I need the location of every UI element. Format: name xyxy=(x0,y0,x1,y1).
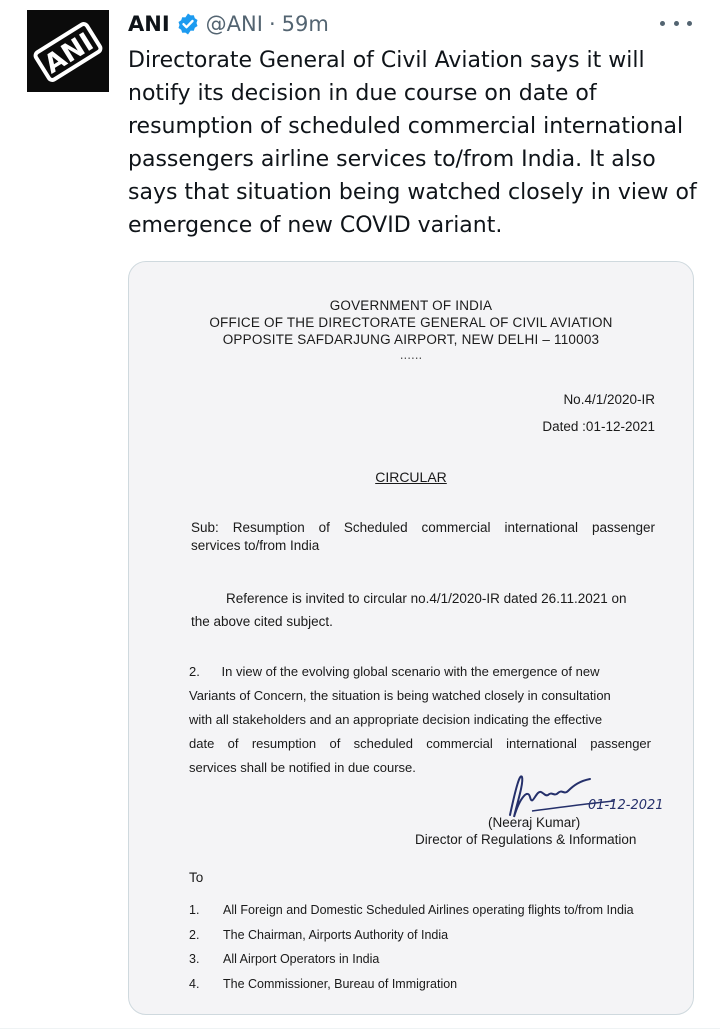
doc-para1-line2: the above cited subject. xyxy=(191,614,333,629)
tweet-text: Directorate General of Civil Aviation says it will notify its decision in due course on date of resumption of scheduled commercial international passengers airline services to/from India. It also says that situation being watched closely in view of emergence of new COVID variant. xyxy=(128,48,697,238)
doc-para2-line1: 2. In view of the evolving global scenario with the emergence of new xyxy=(189,664,600,679)
doc-header-line1: GOVERNMENT OF INDIA xyxy=(329,298,493,313)
author-handle[interactable]: @ANI xyxy=(205,12,263,36)
avatar[interactable] xyxy=(27,10,109,92)
tweet-timestamp[interactable]: 59m xyxy=(281,12,329,36)
ani-logo xyxy=(27,10,109,92)
doc-subject-line2: services to/from India xyxy=(191,538,320,553)
doc-para1-line1: Reference is invited to circular no.4/1/2020-IR dated 26.11.2021 on xyxy=(226,591,627,606)
tweet-media-image[interactable] xyxy=(128,261,694,1015)
recipient-text: All Airport Operators in India xyxy=(223,952,380,966)
signatory-name: (Neeraj Kumar) xyxy=(488,815,581,830)
doc-header-line3: OPPOSITE SAFDARJUNG AIRPORT, NEW DELHI – 110003 xyxy=(222,332,600,347)
doc-ref-no: No.4/1/2020-IR xyxy=(563,392,655,407)
list-item xyxy=(189,972,673,997)
author-name[interactable]: ANI xyxy=(128,12,170,36)
doc-para2-line3: with all stakeholders and an appropriate decision indicating the effective xyxy=(189,712,603,727)
doc-para2-line5: services shall be notified in due course. xyxy=(189,760,416,775)
recipient-text: The Chairman, Airports Authority of India xyxy=(223,927,449,942)
circular-document xyxy=(129,262,693,1014)
list-item xyxy=(189,947,673,972)
verified-badge-icon xyxy=(176,12,200,36)
separator-dot: · xyxy=(268,12,276,36)
more-options-icon[interactable] xyxy=(660,14,692,32)
signatory-title: Director of Regulations & Information xyxy=(415,832,637,847)
recipient-number: 2. xyxy=(189,927,200,942)
recipient-number: 4. xyxy=(189,976,200,991)
tweet-header xyxy=(128,8,720,40)
doc-header-dots: ...... xyxy=(399,347,423,362)
list-item xyxy=(189,898,673,923)
recipient-number: 1. xyxy=(189,903,200,917)
doc-date: Dated :01-12-2021 xyxy=(542,419,655,434)
doc-header-line2: OFFICE OF THE DIRECTORATE GENERAL OF CIVIL AVIATION xyxy=(209,315,613,330)
recipient-text: The Commissioner, Bureau of Immigration xyxy=(223,976,458,991)
doc-para2-line4: date of resumption of scheduled commercial international passenger xyxy=(189,736,651,751)
svg-text:01-12-2021: 01-12-2021 xyxy=(588,798,664,813)
recipient-number: 3. xyxy=(189,952,200,966)
recipient-list xyxy=(189,898,673,996)
svg-text:ANI: ANI xyxy=(39,27,99,81)
to-label: To xyxy=(189,870,204,885)
recipient-text: All Foreign and Domestic Scheduled Airlines operating flights to/from India xyxy=(223,903,634,917)
doc-subject-line1: Sub: Resumption of Scheduled commercial international passenger xyxy=(191,520,655,535)
list-item xyxy=(189,923,673,948)
doc-para2-line2: Variants of Concern, the situation is being watched closely in consultation xyxy=(189,688,611,703)
doc-title: CIRCULAR xyxy=(375,469,447,485)
